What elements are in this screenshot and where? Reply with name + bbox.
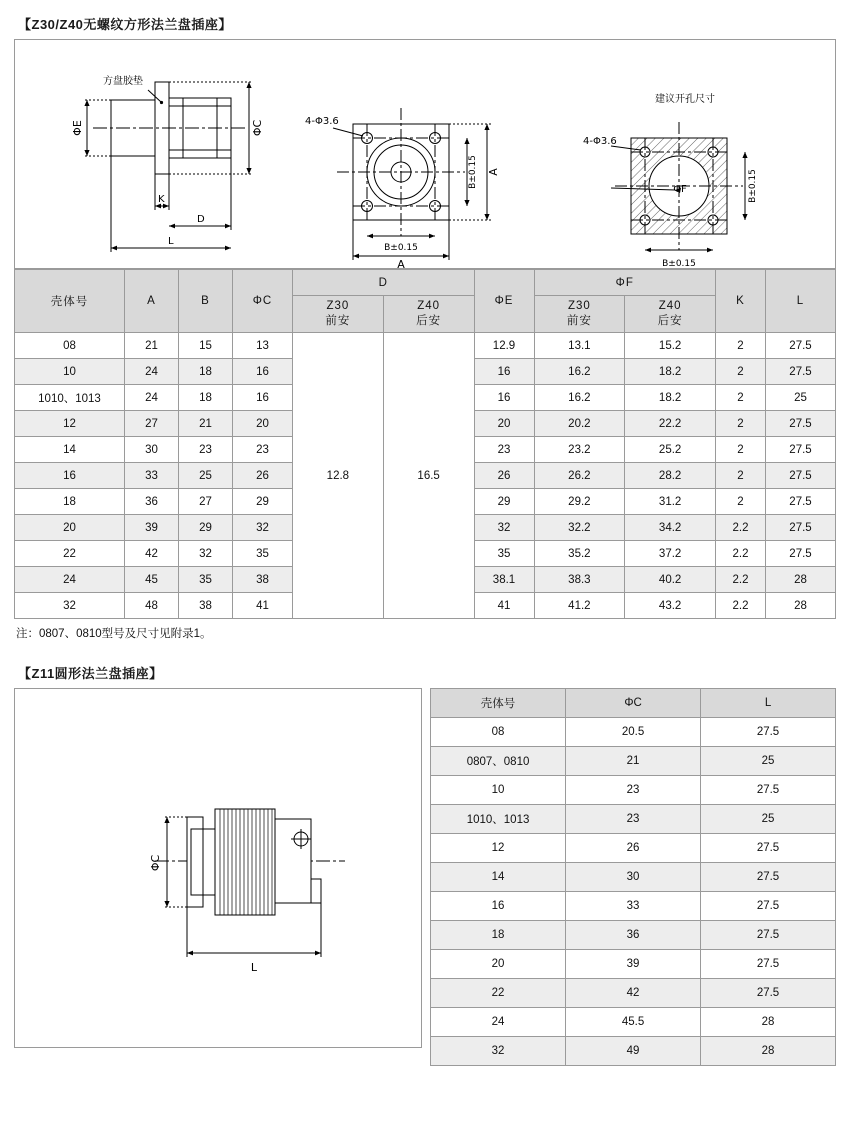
cell-phiC: 21: [566, 747, 701, 776]
document-page: [0, 14, 850, 1133]
cell-L: 27.5: [701, 979, 836, 1008]
cell-F-z40: 40.2: [625, 567, 716, 593]
table-row: [15, 333, 836, 359]
label-B015-h: B±0.15: [384, 243, 418, 253]
section2-figure-box: [14, 688, 422, 1048]
cell-F-z30: 23.2: [534, 437, 625, 463]
cell-phiC: 23: [233, 437, 293, 463]
cell-A: 42: [125, 541, 179, 567]
label-phiC: ΦC: [251, 119, 264, 137]
th-F-z30-main: Z30: [567, 300, 591, 312]
cell-F-z40: 18.2: [625, 359, 716, 385]
cell-phiC: 45.5: [566, 1008, 701, 1037]
cell-phiE: 29: [474, 489, 534, 515]
cell-F-z30: 32.2: [534, 515, 625, 541]
cell-L: 28: [701, 1037, 836, 1066]
th-F-z30: [534, 296, 625, 333]
label-B015-v: B±0.15: [468, 155, 478, 189]
cell-L: 28: [701, 1008, 836, 1037]
cell-F-z40: 22.2: [625, 411, 716, 437]
cell-shell: 1010、1013: [15, 385, 125, 411]
cell-A: 21: [125, 333, 179, 359]
cell-F-z30: 35.2: [534, 541, 625, 567]
cell-shell: 1010、1013: [431, 805, 566, 834]
cell-K: 2: [716, 333, 766, 359]
table-header-row-1: [15, 270, 836, 296]
label-hole-1: 4-Φ3.6: [305, 116, 339, 127]
cell-K: 2.2: [716, 567, 766, 593]
th-F-z40-main: Z40: [658, 300, 682, 312]
cell-F-z30: 29.2: [534, 489, 625, 515]
section1-figure-box: [14, 39, 836, 269]
cell-K: 2: [716, 489, 766, 515]
th-D-z30: [293, 296, 384, 333]
cell-phiC: 38: [233, 567, 293, 593]
cell-B: 21: [179, 411, 233, 437]
cell-phiE: 23: [474, 437, 534, 463]
label-L: L: [168, 236, 174, 247]
cell-B: 29: [179, 515, 233, 541]
label-phiE: ΦE: [71, 120, 84, 136]
th-F-z40: [625, 296, 716, 333]
section2-drawing: [15, 689, 421, 1047]
table-row: [431, 1008, 836, 1037]
table-row: [431, 921, 836, 950]
label-hole-2: 4-Φ3.6: [583, 136, 617, 147]
cell-phiE: 38.1: [474, 567, 534, 593]
cell-phiC: 35: [233, 541, 293, 567]
cell-phiC: 20.5: [566, 718, 701, 747]
cell-B: 38: [179, 593, 233, 619]
cell-shell: 18: [15, 489, 125, 515]
label-D: D: [197, 214, 205, 225]
cell-B: 18: [179, 385, 233, 411]
cell-K: 2.2: [716, 515, 766, 541]
cell-K: 2: [716, 385, 766, 411]
label-phiC-2: ΦC: [149, 854, 162, 872]
th-phiC-2: ΦC: [566, 689, 701, 718]
cell-shell: 20: [431, 950, 566, 979]
cell-phiC: 23: [566, 805, 701, 834]
cell-K: 2: [716, 463, 766, 489]
th-shell-2: 壳体号: [431, 689, 566, 718]
label-flange-gasket: 方盘胶垫: [103, 76, 143, 87]
cell-phiE: 12.9: [474, 333, 534, 359]
cell-L: 27.5: [766, 333, 836, 359]
table-row: [431, 1037, 836, 1066]
cell-phiC: 20: [233, 411, 293, 437]
cell-phiE: 41: [474, 593, 534, 619]
cell-phiC: 26: [566, 834, 701, 863]
cell-K: 2.2: [716, 593, 766, 619]
cell-F-z30: 20.2: [534, 411, 625, 437]
cell-L: 27.5: [701, 950, 836, 979]
cell-F-z40: 15.2: [625, 333, 716, 359]
cell-phiC: 32: [233, 515, 293, 541]
cell-A: 39: [125, 515, 179, 541]
cell-shell: 0807、0810: [431, 747, 566, 776]
cell-L: 27.5: [766, 359, 836, 385]
th-B: B: [179, 270, 233, 333]
cell-phiE: 35: [474, 541, 534, 567]
cell-shell: 10: [431, 776, 566, 805]
cell-shell: 08: [431, 718, 566, 747]
cell-F-z30: 16.2: [534, 359, 625, 385]
cell-A: 48: [125, 593, 179, 619]
cell-phiC: 29: [233, 489, 293, 515]
cell-L: 28: [766, 593, 836, 619]
cell-A: 33: [125, 463, 179, 489]
cell-B: 32: [179, 541, 233, 567]
cell-A: 45: [125, 567, 179, 593]
cell-F-z30: 16.2: [534, 385, 625, 411]
section2-table-wrap: [430, 688, 836, 1066]
cell-F-z40: 43.2: [625, 593, 716, 619]
cell-phiC: 13: [233, 333, 293, 359]
cell-shell: 32: [431, 1037, 566, 1066]
cell-F-z30: 26.2: [534, 463, 625, 489]
cell-phiC: 36: [566, 921, 701, 950]
cell-phiC: 16: [233, 359, 293, 385]
cell-L: 25: [701, 747, 836, 776]
cell-F-z30: 41.2: [534, 593, 625, 619]
th-D-z40: [383, 296, 474, 333]
th-D-z40-main: Z40: [417, 300, 441, 312]
cell-B: 23: [179, 437, 233, 463]
th-F-z40-sub: 后安: [657, 315, 683, 327]
table-header-row: [431, 689, 836, 718]
table-row: [431, 863, 836, 892]
cell-L: 27.5: [766, 515, 836, 541]
cell-A: 30: [125, 437, 179, 463]
cell-L: 27.5: [766, 463, 836, 489]
cell-shell: 12: [15, 411, 125, 437]
cell-shell: 24: [15, 567, 125, 593]
table-row: [431, 718, 836, 747]
th-shell: 壳体号: [15, 270, 125, 333]
th-L-2: L: [701, 689, 836, 718]
label-phiF: ΦF: [673, 184, 687, 195]
cell-phiC: 23: [566, 776, 701, 805]
cell-L: 27.5: [701, 776, 836, 805]
cell-B: 15: [179, 333, 233, 359]
cell-L: 27.5: [701, 718, 836, 747]
th-K: K: [716, 270, 766, 333]
cell-shell: 10: [15, 359, 125, 385]
cell-L: 27.5: [766, 411, 836, 437]
cell-L: 27.5: [701, 834, 836, 863]
cell-phiE: 16: [474, 385, 534, 411]
cell-L: 27.5: [701, 921, 836, 950]
th-D-z30-sub: 前安: [325, 315, 351, 327]
cell-shell: 14: [431, 863, 566, 892]
cell-B: 27: [179, 489, 233, 515]
table-row: [431, 892, 836, 921]
label-B015-v2: B±0.15: [748, 169, 758, 203]
cell-shell: 12: [431, 834, 566, 863]
cell-phiC: 16: [233, 385, 293, 411]
cell-K: 2.2: [716, 541, 766, 567]
cell-phiC: 26: [233, 463, 293, 489]
cell-shell: 22: [431, 979, 566, 1008]
cell-phiC: 39: [566, 950, 701, 979]
table-row: [431, 834, 836, 863]
cell-F-z40: 31.2: [625, 489, 716, 515]
cell-B: 18: [179, 359, 233, 385]
cell-L: 27.5: [701, 892, 836, 921]
table-row: [431, 776, 836, 805]
th-phiE: ΦE: [474, 270, 534, 333]
label-panel-cut: 建议开孔尺寸: [655, 94, 715, 105]
cell-shell: 08: [15, 333, 125, 359]
cell-shell: 22: [15, 541, 125, 567]
cell-L: 27.5: [766, 437, 836, 463]
cell-L: 27.5: [766, 541, 836, 567]
cell-phiC: 41: [233, 593, 293, 619]
cell-A: 24: [125, 359, 179, 385]
section1-title: 【Z30/Z40无螺纹方形法兰盘插座】: [18, 17, 232, 32]
cell-L: 28: [766, 567, 836, 593]
label-A-v: A: [487, 168, 500, 176]
label-B015-h2: B±0.15: [662, 259, 696, 268]
section1-drawings: [15, 40, 835, 268]
cell-shell: 32: [15, 593, 125, 619]
cell-A: 27: [125, 411, 179, 437]
table-row: [431, 805, 836, 834]
section2-dimension-table: [430, 688, 836, 1066]
section1-note: 注：0807、0810型号及尺寸见附录1。: [16, 628, 212, 640]
cell-L: 27.5: [766, 489, 836, 515]
th-phiF: ΦF: [534, 270, 716, 296]
th-D-z30-main: Z30: [326, 300, 350, 312]
cell-phiE: 32: [474, 515, 534, 541]
cell-F-z40: 25.2: [625, 437, 716, 463]
th-D-z40-sub: 后安: [416, 315, 442, 327]
th-F-z30-sub: 前安: [566, 315, 592, 327]
cell-phiC: 42: [566, 979, 701, 1008]
cell-F-z40: 37.2: [625, 541, 716, 567]
cell-D-z30: 12.8: [293, 333, 384, 619]
table-row: [431, 950, 836, 979]
cell-B: 35: [179, 567, 233, 593]
cell-shell: 16: [431, 892, 566, 921]
cell-A: 36: [125, 489, 179, 515]
cell-phiE: 16: [474, 359, 534, 385]
section2-title: 【Z11圆形法兰盘插座】: [18, 666, 163, 681]
cell-shell: 14: [15, 437, 125, 463]
cell-shell: 24: [431, 1008, 566, 1037]
th-D: D: [293, 270, 475, 296]
cell-B: 25: [179, 463, 233, 489]
cell-K: 2: [716, 437, 766, 463]
cell-F-z30: 38.3: [534, 567, 625, 593]
cell-K: 2: [716, 411, 766, 437]
cell-shell: 18: [431, 921, 566, 950]
cell-phiE: 26: [474, 463, 534, 489]
cell-phiE: 20: [474, 411, 534, 437]
cell-shell: 16: [15, 463, 125, 489]
cell-L: 25: [701, 805, 836, 834]
cell-K: 2: [716, 359, 766, 385]
cell-phiC: 49: [566, 1037, 701, 1066]
th-phiC: ΦC: [233, 270, 293, 333]
table-row: [431, 747, 836, 776]
cell-F-z30: 13.1: [534, 333, 625, 359]
cell-phiC: 30: [566, 863, 701, 892]
th-L: L: [766, 270, 836, 333]
cell-F-z40: 18.2: [625, 385, 716, 411]
th-A: A: [125, 270, 179, 333]
table-row: [431, 979, 836, 1008]
section1-dimension-table: [14, 269, 836, 619]
cell-phiC: 33: [566, 892, 701, 921]
cell-shell: 20: [15, 515, 125, 541]
cell-D-z40: 16.5: [383, 333, 474, 619]
label-L-2: L: [250, 961, 258, 974]
section2-content: [14, 688, 836, 1066]
cell-L: 25: [766, 385, 836, 411]
label-K: K: [158, 194, 165, 205]
cell-L: 27.5: [701, 863, 836, 892]
label-A-h: A: [397, 258, 405, 268]
cell-F-z40: 34.2: [625, 515, 716, 541]
cell-F-z40: 28.2: [625, 463, 716, 489]
cell-A: 24: [125, 385, 179, 411]
